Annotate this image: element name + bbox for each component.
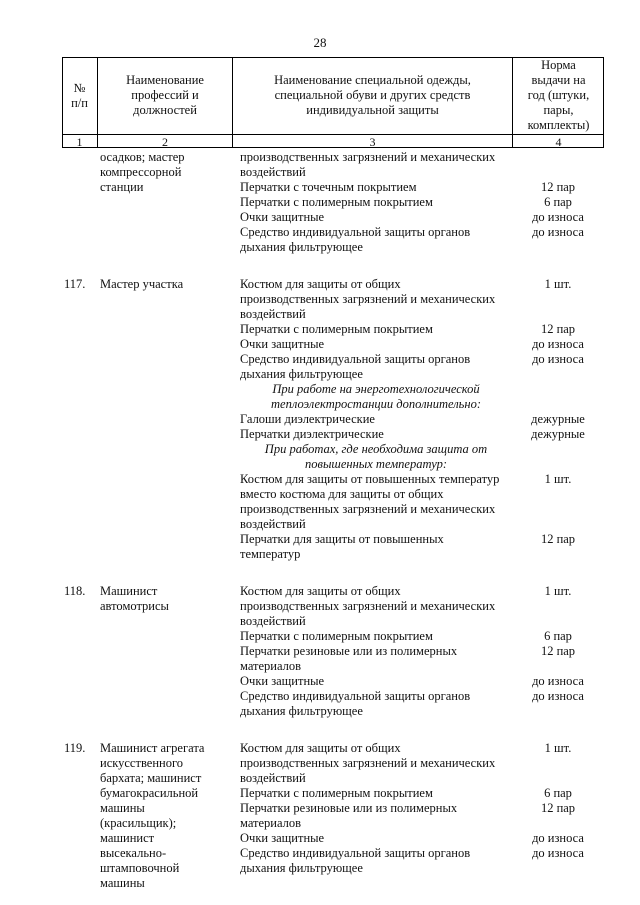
equipment-line: воздействий xyxy=(240,771,306,785)
norm-value: 12 пар xyxy=(540,801,576,815)
header-line: год (штуки, xyxy=(527,88,590,102)
norm-value: 12 пар xyxy=(540,180,576,194)
equipment-name xyxy=(240,741,512,786)
equipment-line: Перчатки резиновые или из полимерных xyxy=(240,644,458,658)
equipment-name xyxy=(240,532,512,562)
equipment-name xyxy=(240,629,512,644)
equipment-line: Перчатки с точечным покрытием xyxy=(240,180,417,194)
profession-line: Мастер участка xyxy=(100,277,184,291)
profession-line: Машинист агрегата xyxy=(100,741,205,755)
equipment-line: воздействий xyxy=(240,614,306,628)
header-col-profession xyxy=(98,57,233,134)
header-line: Наименование xyxy=(126,73,204,87)
header-num-4: 4 xyxy=(513,134,604,148)
equipment-item xyxy=(240,277,604,322)
header-line: Наименование специальной одежды, xyxy=(274,73,471,87)
equipment-item xyxy=(240,472,604,532)
equipment-line: производственных загрязнений и механических xyxy=(240,150,496,164)
profession-line: автомотрисы xyxy=(100,599,169,613)
norm-value: 12 пар xyxy=(540,644,576,658)
equipment-item xyxy=(240,180,604,195)
header-line: пары, xyxy=(543,103,574,117)
norm-value: дежурные xyxy=(531,427,585,441)
equipment-line: производственных загрязнений и механических xyxy=(240,756,496,770)
equipment-line: Очки защитные xyxy=(240,337,325,351)
equipment-name xyxy=(240,337,512,352)
equipment-line: Средство индивидуальной защиты органов xyxy=(240,846,471,860)
equipment-line: Перчатки с полимерным покрытием xyxy=(240,322,433,336)
equipment-line: температур xyxy=(240,547,301,561)
equipment-line: вместо костюма для защиты от общих xyxy=(240,487,444,501)
equipment-line: Перчатки с полимерным покрытием xyxy=(240,195,433,209)
profession-name xyxy=(100,150,240,195)
norm-value: до износа xyxy=(532,689,584,703)
norm-value: 1 шт. xyxy=(544,584,572,598)
equipment-item xyxy=(240,427,604,442)
profession-line: станции xyxy=(100,180,144,194)
equipment-name xyxy=(240,352,512,382)
equipment-line: Средство индивидуальной защиты органов xyxy=(240,225,471,239)
row-number: 117. xyxy=(64,277,86,291)
equipment-line: производственных загрязнений и механических xyxy=(240,599,496,613)
equipment-name xyxy=(240,322,512,337)
profession-line: высекально- xyxy=(100,846,167,860)
equipment-line: Очки защитные xyxy=(240,674,325,688)
equipment-line: Костюм для защиты от общих xyxy=(240,584,401,598)
profession-line: компрессорной xyxy=(100,165,182,179)
norm-value: до износа xyxy=(532,352,584,366)
equipment-name xyxy=(240,150,512,180)
profession-line: бумагокрасильной xyxy=(100,786,199,800)
equipment-line: Средство индивидуальной защиты органов xyxy=(240,689,471,703)
equipment-line: Костюм для защиты от общих xyxy=(240,277,401,291)
header-num-2: 2 xyxy=(98,134,233,148)
equipment-line: воздействий xyxy=(240,307,306,321)
equipment-name xyxy=(240,277,512,322)
table-header xyxy=(62,57,604,148)
table-body xyxy=(62,150,604,890)
equipment-item xyxy=(240,532,604,562)
equipment-line: Очки защитные xyxy=(240,831,325,845)
norm-value: 12 пар xyxy=(540,322,576,336)
equipment-name xyxy=(240,831,512,846)
equipment-line: воздействий xyxy=(240,517,306,531)
norm-value: 12 пар xyxy=(540,532,576,546)
header-line: выдачи на xyxy=(531,73,586,87)
header-line: комплекты) xyxy=(527,118,590,132)
row-number: 119. xyxy=(64,741,86,755)
equipment-item xyxy=(240,150,604,180)
equipment-name xyxy=(240,225,512,255)
condition-note: При работах, где необходима защита от xyxy=(264,442,488,456)
header-num-3: 3 xyxy=(233,134,513,148)
equipment-line: дыхания фильтрующее xyxy=(240,240,363,254)
equipment-line: дыхания фильтрующее xyxy=(240,861,363,875)
header-line: индивидуальной защиты xyxy=(306,103,439,117)
equipment-name xyxy=(240,644,512,674)
equipment-name xyxy=(240,846,512,876)
header-line: специальной обуви и других средств xyxy=(274,88,471,102)
equipment-line: производственных загрязнений и механических xyxy=(240,502,496,516)
norm-value: до износа xyxy=(532,674,584,688)
norm-value: до износа xyxy=(532,846,584,860)
equipment-line: производственных загрязнений и механических xyxy=(240,292,496,306)
equipment-name xyxy=(240,689,512,719)
condition-note: теплоэлектростанции дополнительно: xyxy=(271,397,481,411)
norm-value: до износа xyxy=(532,210,584,224)
profession-name xyxy=(100,584,240,614)
equipment-item xyxy=(240,801,604,831)
equipment-item xyxy=(240,225,604,255)
equipment-item xyxy=(240,337,604,352)
header-line: № xyxy=(73,80,86,95)
profession-name xyxy=(100,741,240,891)
equipment-line: Перчатки диэлектрические xyxy=(240,427,384,441)
equipment-line: Галоши диэлектрические xyxy=(240,412,375,426)
equipment-item xyxy=(240,629,604,644)
equipment-item xyxy=(240,846,604,876)
norm-value: до износа xyxy=(532,225,584,239)
norm-value: 1 шт. xyxy=(544,472,572,486)
norm-value: 6 пар xyxy=(544,629,572,643)
equipment-item xyxy=(240,322,604,337)
norm-value: до износа xyxy=(532,831,584,845)
profession-line: машины xyxy=(100,801,145,815)
equipment-item xyxy=(240,210,604,225)
profession-line: штамповочной xyxy=(100,861,180,875)
equipment-name xyxy=(240,180,512,195)
equipment-name xyxy=(240,412,512,427)
equipment-name xyxy=(240,210,512,225)
table-row xyxy=(62,277,604,562)
equipment-item xyxy=(240,689,604,719)
header-line: должностей xyxy=(133,103,197,117)
profession-line: (красильщик); xyxy=(100,816,177,830)
equipment-item xyxy=(240,786,604,801)
norm-value: до износа xyxy=(532,337,584,351)
condition-note: При работе на энерготехнологической xyxy=(272,382,480,396)
equipment-item xyxy=(240,584,604,629)
condition-note: повышенных температур: xyxy=(305,457,447,471)
header-num-1: 1 xyxy=(62,134,98,148)
equipment-name xyxy=(240,195,512,210)
equipment-name xyxy=(240,472,512,532)
equipment-line: Перчатки с полимерным покрытием xyxy=(240,786,433,800)
equipment-item xyxy=(240,741,604,786)
profession-line: машинист xyxy=(100,831,155,845)
profession-line: машины xyxy=(100,876,145,890)
table-row xyxy=(62,741,604,890)
equipment-line: дыхания фильтрующее xyxy=(240,367,363,381)
norm-value: 6 пар xyxy=(544,786,572,800)
header-col-number xyxy=(62,57,98,134)
equipment-line: материалов xyxy=(240,816,302,830)
profession-line: осадков; мастер xyxy=(100,150,185,164)
equipment-name xyxy=(240,786,512,801)
page-number: 28 xyxy=(313,35,327,50)
equipment-line: Перчатки резиновые или из полимерных xyxy=(240,801,458,815)
equipment-line: Перчатки для защиты от повышенных xyxy=(240,532,444,546)
equipment-item xyxy=(240,412,604,427)
header-line: Норма xyxy=(541,58,576,72)
header-line: п/п xyxy=(71,95,88,110)
equipment-item xyxy=(240,831,604,846)
profession-name xyxy=(100,277,240,292)
norm-value: 1 шт. xyxy=(544,741,572,755)
norm-value: дежурные xyxy=(531,412,585,426)
equipment-name xyxy=(240,427,512,442)
norm-value: 1 шт. xyxy=(544,277,572,291)
equipment-line: Средство индивидуальной защиты органов xyxy=(240,352,471,366)
header-col-norm xyxy=(513,57,604,134)
equipment-item xyxy=(240,674,604,689)
equipment-line: Перчатки с полимерным покрытием xyxy=(240,629,433,643)
equipment-item xyxy=(240,644,604,674)
equipment-line: материалов xyxy=(240,659,302,673)
header-col-equipment xyxy=(233,57,513,134)
profession-line: искусственного xyxy=(100,756,184,770)
equipment-name xyxy=(240,674,512,689)
equipment-item xyxy=(240,195,604,210)
row-number: 118. xyxy=(64,584,86,598)
equipment-line: Очки защитные xyxy=(240,210,325,224)
equipment-name xyxy=(240,801,512,831)
table-row xyxy=(62,150,604,255)
table-row xyxy=(62,584,604,719)
norm-value xyxy=(512,150,604,180)
equipment-line: дыхания фильтрующее xyxy=(240,704,363,718)
equipment-item xyxy=(240,352,604,382)
equipment-line: Костюм для защиты от повышенных температур xyxy=(240,472,500,486)
header-line: профессий и xyxy=(131,88,199,102)
profession-line: бархата; машинист xyxy=(100,771,202,785)
equipment-line: Костюм для защиты от общих xyxy=(240,741,401,755)
norm-value: 6 пар xyxy=(544,195,572,209)
equipment-name xyxy=(240,584,512,629)
profession-line: Машинист xyxy=(100,584,158,598)
equipment-line: воздействий xyxy=(240,165,306,179)
